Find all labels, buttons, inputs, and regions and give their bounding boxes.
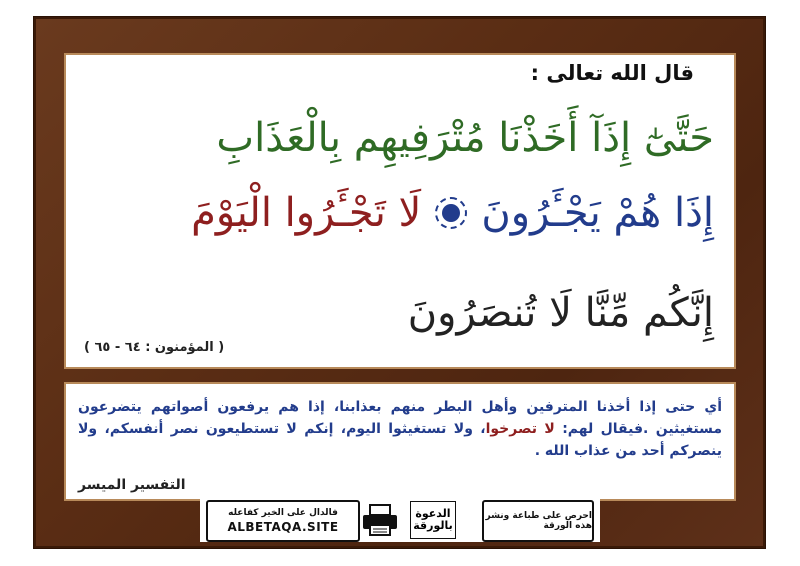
verse-line-2a: إِذَا هُمْ يَجْـَٔرُونَ — [481, 190, 714, 236]
tafsir-text-part1: أي حتى إذا أخذنا المترفين وأهل البطر منهم بعذابنا، إذا هم يرفعون أصواتهم يتضرعون مستغيثين .فيقال لهم: — [78, 399, 722, 437]
site-tagline: فالدال على الخير كفاعله — [228, 508, 338, 518]
verse-panel — [66, 55, 734, 367]
verse-line-2b: لَا تَجْـَٔرُوا الْيَوْمَ — [191, 190, 422, 236]
logo-text: الدعوة بالورقة — [413, 507, 453, 532]
verse-line-2 — [191, 190, 714, 236]
print-notice-text: احرص على طباعة ونشر هذه الورقة — [485, 511, 592, 531]
footer — [200, 497, 600, 542]
verse-end-marker-icon — [435, 197, 467, 229]
site-url: ALBETAQA.SITE — [227, 520, 339, 534]
printer-icon — [360, 503, 400, 537]
verse-intro: قال الله تعالى : — [530, 61, 694, 85]
verse-line-1: حَتَّىٰٓ إِذَآ أَخَذْنَا مُتْرَفِيهِم بِالْعَذَابِ — [216, 115, 714, 161]
logo — [410, 501, 456, 539]
verse-reference: ( المؤمنون : ٦٤ - ٦٥ ) — [84, 340, 225, 355]
tafsir-panel — [66, 384, 734, 499]
tafsir-text — [78, 396, 722, 462]
tafsir-text-part2: ، ولا تستغيثوا اليوم، إنكم لا تستطيعون نصر أنفسكم، ولا ينصركم أحد من عذاب الله . — [78, 421, 722, 459]
print-notice — [482, 500, 594, 542]
verse-line-3: إِنَّكُم مِّنَّا لَا تُنصَرُونَ — [407, 290, 714, 336]
tafsir-source: التفسير الميسر — [78, 477, 186, 493]
site-box — [206, 500, 360, 542]
tafsir-text-highlight: لا تصرخوا — [485, 421, 555, 437]
